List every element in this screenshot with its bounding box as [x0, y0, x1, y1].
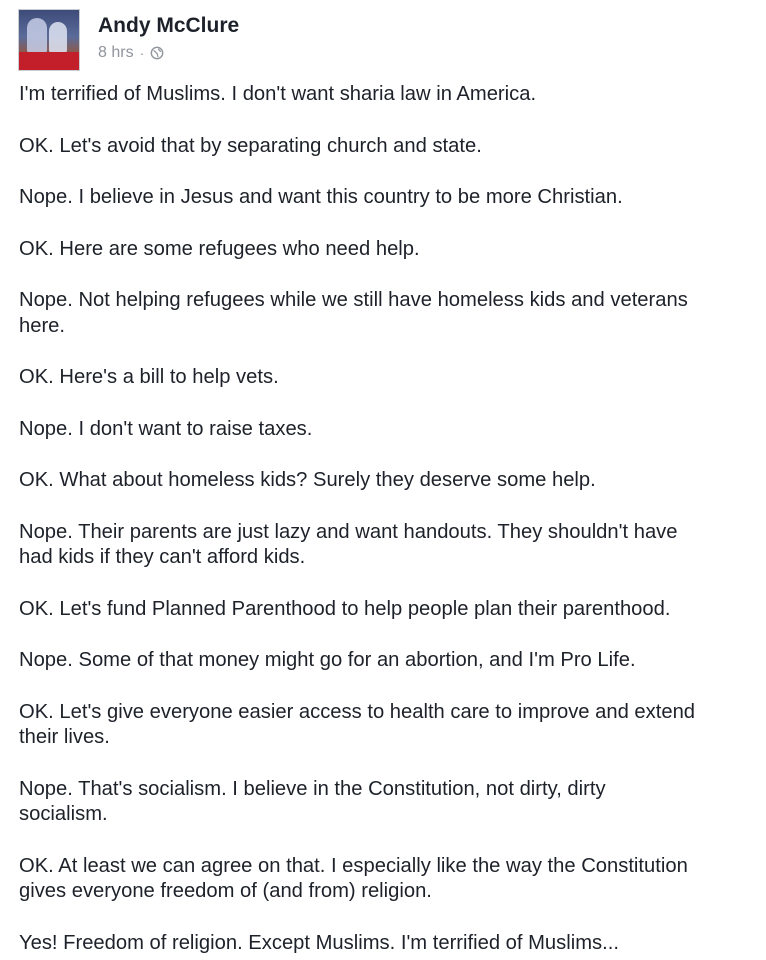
post-paragraph: [19, 82, 754, 108]
paragraph-gap: [19, 571, 754, 597]
paragraph-gap: [19, 262, 754, 288]
post-meta: [98, 9, 239, 62]
post-paragraph: [19, 134, 754, 160]
post-text-line: here.: [19, 314, 66, 337]
post-paragraph: [19, 237, 754, 263]
post-body: [19, 82, 754, 956]
post-paragraph: [19, 520, 754, 571]
post-paragraph: [19, 365, 754, 391]
post-paragraph: [19, 854, 754, 905]
post-text-line: Nope. Their parents are just lazy and want handouts. They shouldn't have: [19, 520, 678, 543]
post-paragraph: [19, 597, 754, 623]
post-timestamp[interactable]: 8 hrs: [98, 44, 134, 61]
post-text-line: Nope. That's socialism. I believe in the Constitution, not dirty, dirty: [19, 777, 606, 800]
post-text-line: OK. What about homeless kids? Surely they deserve some help.: [19, 469, 596, 491]
post-text-line: had kids if they can't afford kids.: [19, 546, 306, 568]
post-paragraph: [19, 777, 754, 828]
post-paragraph: [19, 468, 754, 494]
paragraph-gap: [19, 339, 754, 365]
author-avatar[interactable]: [18, 9, 80, 71]
post-text-line: Nope. Not helping refugees while we still have homeless kids and veterans: [19, 289, 688, 311]
paragraph-gap: [19, 622, 754, 648]
post-paragraph: [19, 700, 754, 751]
post-paragraph: [19, 185, 754, 211]
post-text-line: their lives.: [19, 726, 110, 748]
post-timestamp-row: [98, 44, 239, 62]
paragraph-gap: [19, 494, 754, 520]
post-header: [18, 9, 239, 75]
post-text-line: gives everyone freedom of (and from) religion.: [19, 880, 432, 902]
author-name[interactable]: Andy McClure: [98, 14, 240, 37]
post-text-line: OK. Here are some refugees who need help.: [19, 237, 420, 260]
paragraph-gap: [19, 828, 754, 854]
globe-icon[interactable]: [150, 46, 164, 60]
post-paragraph: [19, 417, 754, 443]
paragraph-gap: [19, 391, 754, 417]
paragraph-gap: [19, 674, 754, 700]
post-text-line: OK. Let's give everyone easier access to health care to improve and extend: [19, 700, 696, 723]
post-text-line: Nope. I don't want to raise taxes.: [19, 417, 313, 440]
post-text-line: socialism.: [19, 803, 108, 825]
post-text-line: Nope. I believe in Jesus and want this country to be more Christian.: [19, 186, 623, 208]
post-text-line: OK. Here's a bill to help vets.: [19, 366, 279, 388]
paragraph-gap: [19, 211, 754, 237]
post-text-line: OK. Let's avoid that by separating church and state.: [19, 134, 482, 157]
post-text-line: OK. At least we can agree on that. I especially like the way the Constitution: [19, 854, 688, 877]
post-paragraph: [19, 288, 754, 339]
paragraph-gap: [19, 905, 754, 931]
paragraph-gap: [19, 159, 754, 185]
post-text-line: Nope. Some of that money might go for an abortion, and I'm Pro Life.: [19, 649, 636, 671]
post-text-line: OK. Let's fund Planned Parenthood to help people plan their parenthood.: [19, 597, 671, 620]
meta-separator: ·: [139, 45, 145, 61]
post-paragraph: [19, 648, 754, 674]
post-text-line: I'm terrified of Muslims. I don't want sharia law in America.: [19, 83, 537, 105]
paragraph-gap: [19, 108, 754, 134]
post-paragraph: [19, 931, 754, 957]
paragraph-gap: [19, 442, 754, 468]
paragraph-gap: [19, 751, 754, 777]
post-text-line: Yes! Freedom of religion. Except Muslims. I'm terrified of Muslims...: [19, 931, 619, 954]
